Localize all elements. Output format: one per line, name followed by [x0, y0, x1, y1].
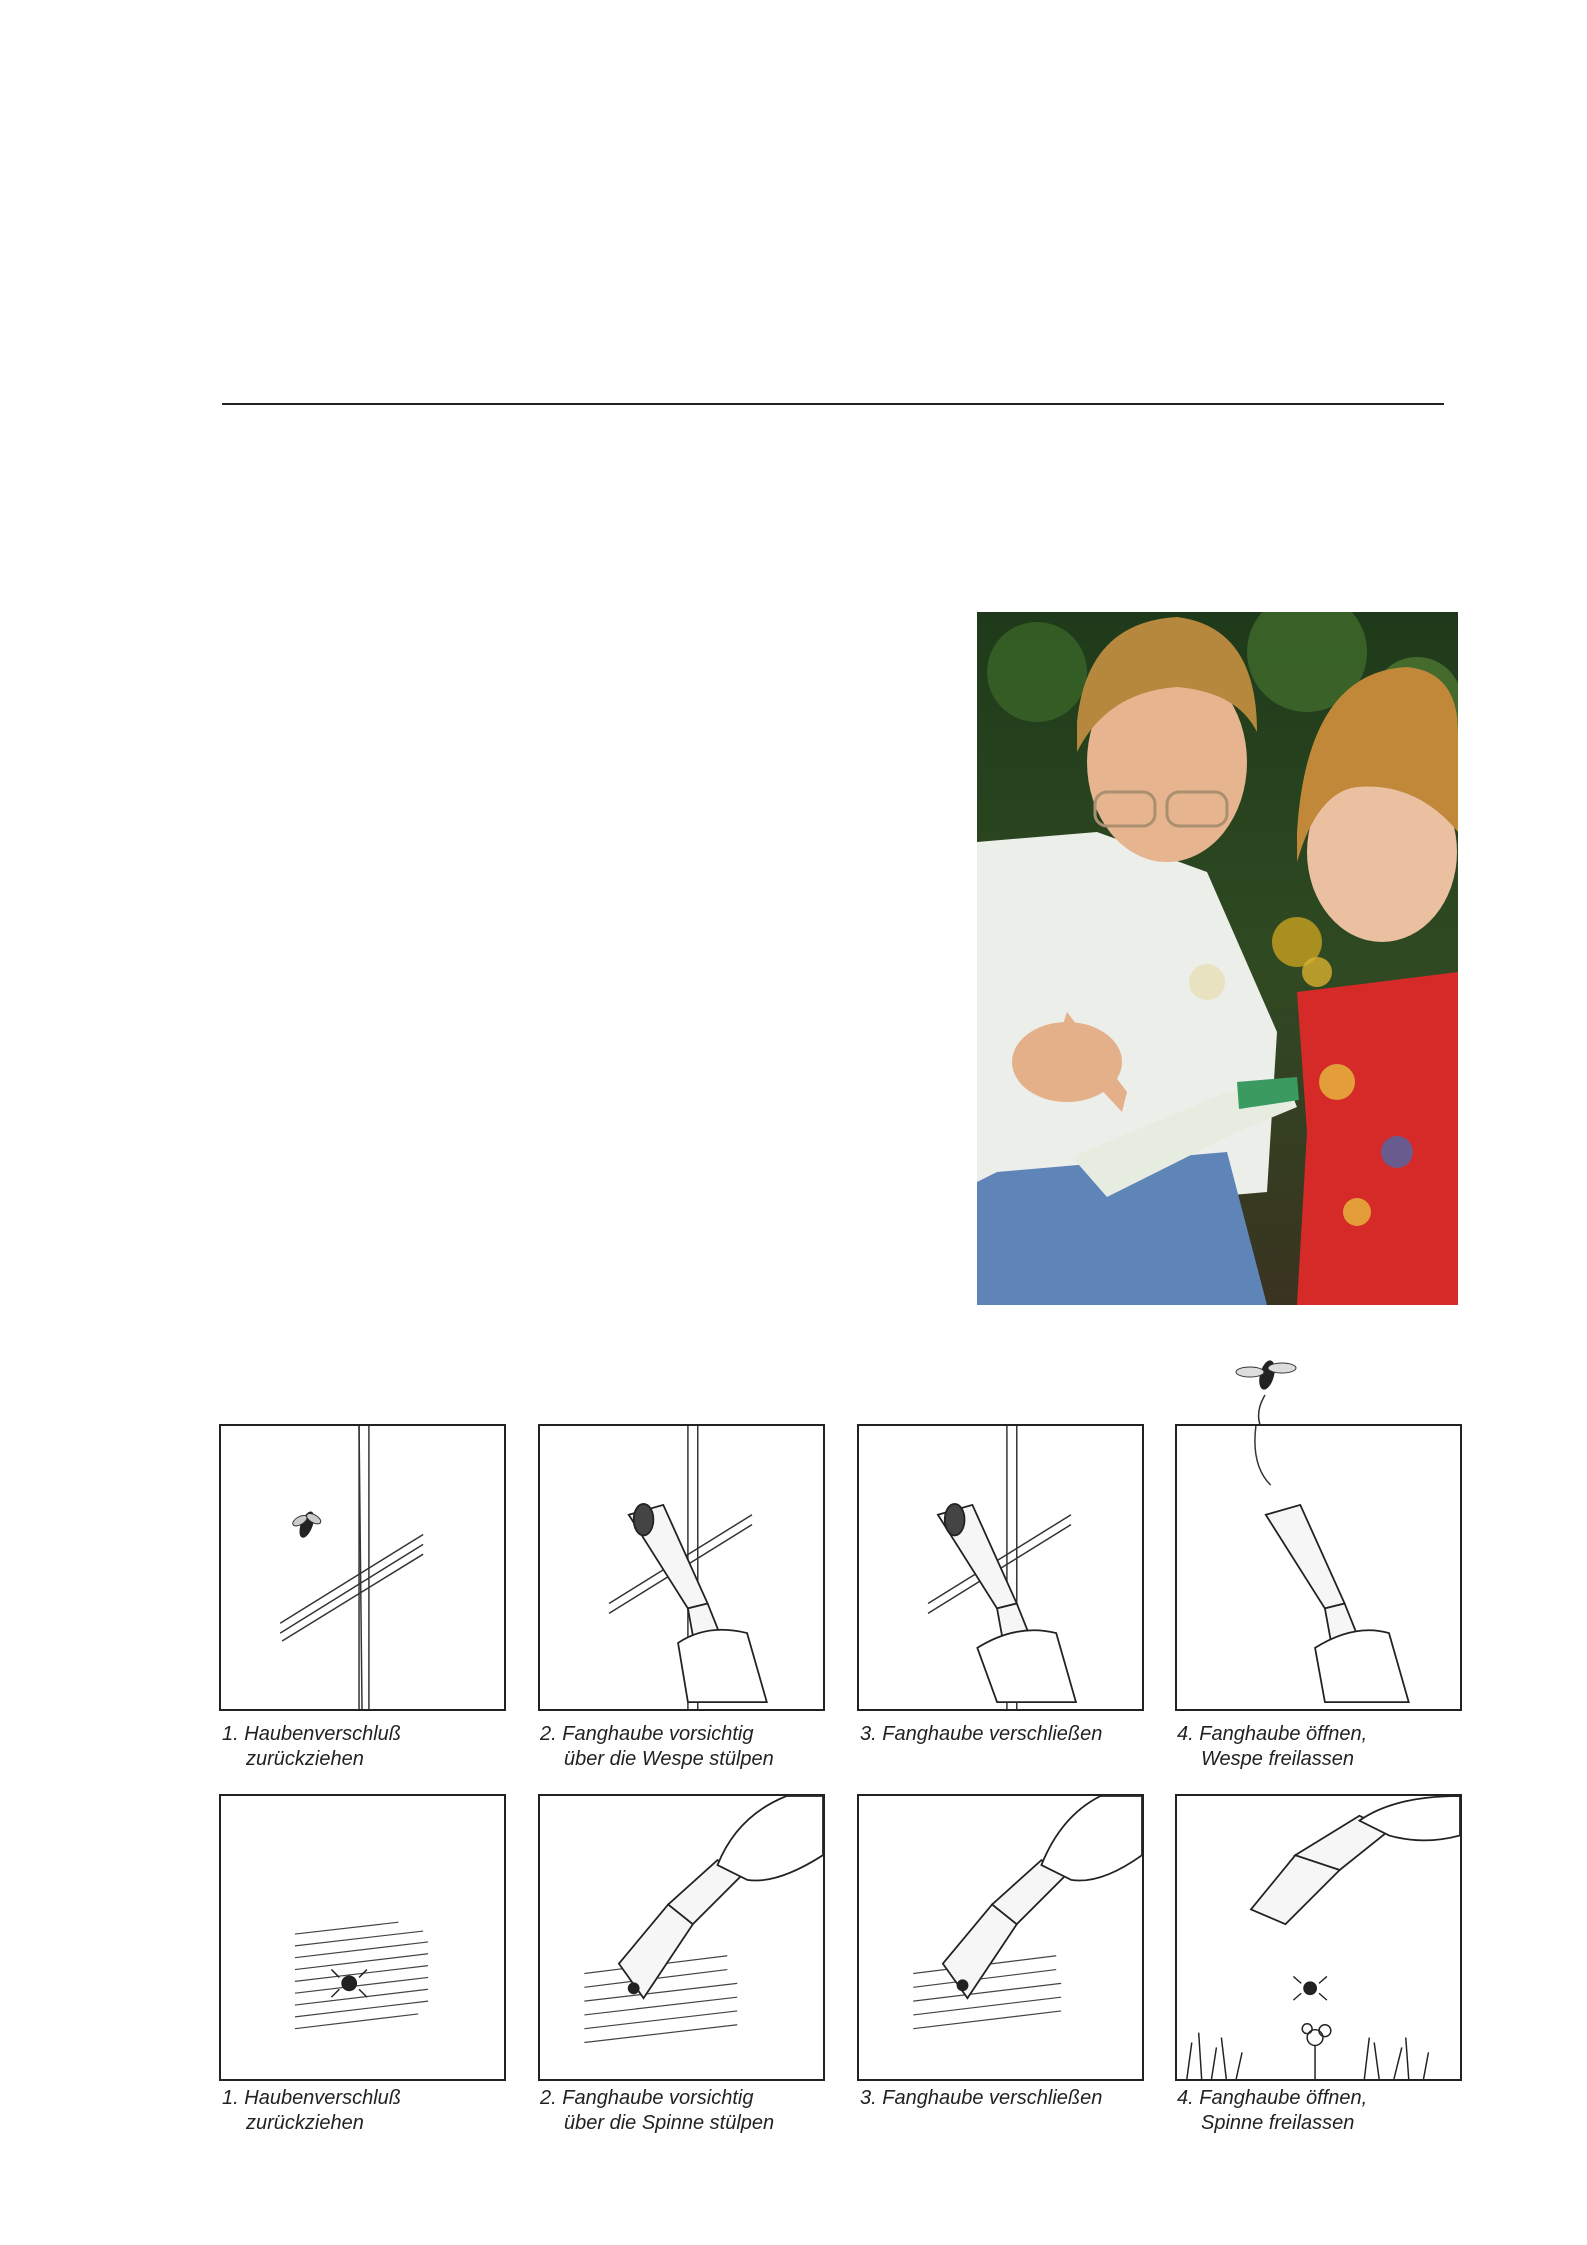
catcher-icon	[943, 1860, 1066, 1998]
wasp-icon	[291, 1510, 322, 1540]
spider-step-3-panel	[857, 1794, 1144, 2081]
wasp-step-1-caption: 1. Haubenverschluß zurückziehen	[222, 1723, 401, 1770]
wasp-step-4-caption: 4. Fanghaube öffnen, Wespe freilassen	[1177, 1723, 1368, 1770]
spider-step-3-caption: 3. Fanghaube verschließen	[860, 2087, 1103, 2109]
spider-step-2-caption: 2. Fanghaube vorsichtig über die Spinne stülpen	[540, 2087, 775, 2134]
catcher-icon	[1251, 1816, 1389, 1924]
spider-step-1-caption: 1. Haubenverschluß zurückziehen	[222, 2087, 401, 2134]
grass-and-flowers	[1187, 2024, 1429, 2079]
wasp-step-2-panel	[538, 1424, 825, 1711]
spider-step-2-panel	[538, 1794, 825, 2081]
horizontal-rule	[222, 403, 1444, 405]
wasp-step-4-panel	[1175, 1424, 1462, 1711]
wasp-step-3-panel	[857, 1424, 1144, 1711]
wasp-step-3-caption: 3. Fanghaube verschließen	[860, 1723, 1103, 1745]
wasp-step-1-panel	[219, 1424, 506, 1711]
wasp-step-2-caption: 2. Fanghaube vorsichtig über die Wespe stülpen	[540, 1723, 774, 1770]
spider-step-4-caption: 4. Fanghaube öffnen, Spinne freilassen	[1177, 2087, 1368, 2134]
spider-step-1-panel	[219, 1794, 506, 2081]
spider-step-4-panel	[1175, 1794, 1462, 2081]
photo-two-boys-with-insect-catcher	[977, 612, 1458, 1305]
catcher-icon	[619, 1860, 742, 1998]
spider-icon	[1293, 1976, 1327, 2000]
